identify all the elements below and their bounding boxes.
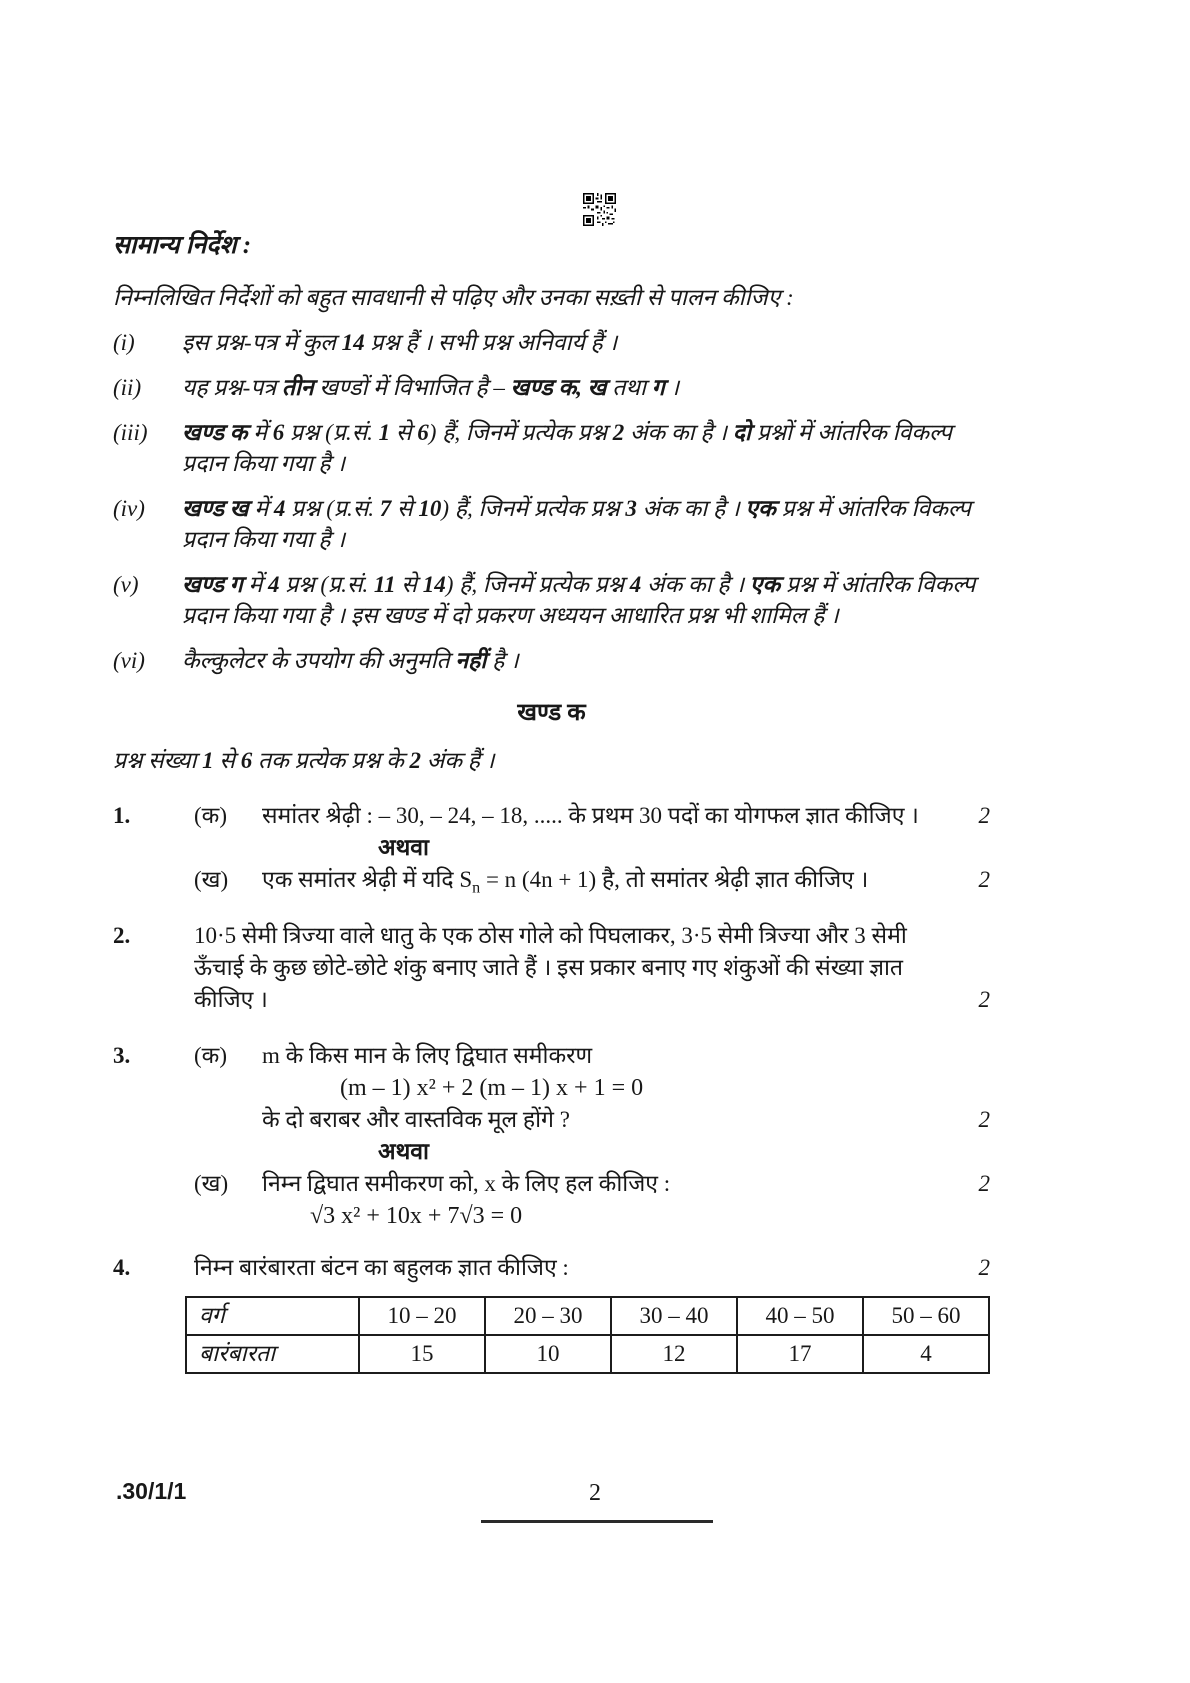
- instruction-item-ii: [113, 372, 990, 403]
- question-2: [113, 920, 990, 1016]
- table-cell: 20 – 30: [485, 1297, 611, 1335]
- instructions-intro: निम्नलिखित निर्देशों को बहुत सावधानी से पढ़िए और उनका सख़्ती से पालन कीजिए :: [113, 285, 794, 310]
- table-row-header: वर्ग: [186, 1297, 359, 1335]
- table-cell: 4: [863, 1335, 989, 1373]
- question-text: निम्न बारंबारता बंटन का बहुलक ज्ञात कीजिए :: [194, 1255, 569, 1280]
- table-row-frequency: [186, 1335, 989, 1373]
- equation: √3 x² + 10x + 7√3 = 0: [310, 1203, 523, 1229]
- instruction-label: (ii): [113, 375, 142, 400]
- instruction-text: खण्ड ग में 4 प्रश्न (प्र.सं. 11 से 14) हैं, जिनमें प्रत्येक प्रश्न 4 अंक का है । एक प्रश्न में आंतरिक विकल्प प्रदान किया गया है । इस खण्ड में दो प्रकरण अध्ययन आधारित प्रश्न भी शामिल हैं ।: [182, 572, 976, 628]
- instruction-label: (i): [113, 330, 135, 355]
- table-row-class: [186, 1297, 989, 1335]
- page-content: [113, 230, 990, 1374]
- question-3a-row: [113, 1040, 990, 1072]
- table-cell: 15: [359, 1335, 485, 1373]
- table-cell: 40 – 50: [737, 1297, 863, 1335]
- question-3a-row2: [113, 1104, 990, 1136]
- instruction-label: (v): [113, 572, 139, 597]
- table-row-header: बारंबारता: [186, 1335, 359, 1373]
- section-a-note: प्रश्न संख्या 1 से 6 तक प्रत्येक प्रश्न के 2 अंक हैं ।: [113, 748, 495, 773]
- subpart-label: (क): [194, 803, 227, 828]
- instruction-item-iv: [113, 493, 990, 555]
- instruction-text: खण्ड क में 6 प्रश्न (प्र.सं. 1 से 6) हैं, जिनमें प्रत्येक प्रश्न 2 अंक का है । दो प्रश्नों में आंतरिक विकल्प प्रदान किया गया है ।: [182, 420, 952, 476]
- marks-value: 2: [978, 1107, 990, 1132]
- instruction-item-v: [113, 569, 990, 631]
- question-number: 3.: [113, 1043, 131, 1068]
- equation: (m – 1) x² + 2 (m – 1) x + 1 = 0: [340, 1075, 644, 1101]
- or-label: अथवा: [378, 835, 430, 860]
- section-a-header: खण्ड क: [517, 700, 586, 726]
- question-1a-row: [113, 800, 990, 832]
- question-text: 10·5 सेमी त्रिज्या वाले धातु के एक ठोस गोले को पिघलाकर, 3·5 सेमी त्रिज्या और 3 सेमी ऊँचाई के कुछ छोटे-छोटे शंकु बनाए जाते हैं । इस प्रकार बनाए गए शंकुओं की संख्या ज्ञात कीजिए ।: [194, 923, 907, 1012]
- subpart-label: (क): [194, 1043, 227, 1068]
- question-text: [262, 864, 950, 896]
- question-3b-row: [113, 1168, 990, 1200]
- table-cell: 17: [737, 1335, 863, 1373]
- question-2-row: [113, 920, 990, 1016]
- subscript-n: n: [472, 879, 481, 897]
- instruction-label: (iv): [113, 496, 145, 521]
- instruction-text: यह प्रश्न-पत्र तीन खण्डों में विभाजित है – खण्ड क, ख तथा ग ।: [182, 375, 680, 400]
- table-cell: 10: [485, 1335, 611, 1373]
- table-cell: 12: [611, 1335, 737, 1373]
- question-number: 2.: [113, 923, 131, 948]
- question-4-row: [113, 1252, 990, 1284]
- question-number: 1.: [113, 803, 131, 828]
- table-cell: 50 – 60: [863, 1297, 989, 1335]
- general-instructions-title: सामान्य निर्देश :: [113, 232, 252, 259]
- page-number: 2: [589, 1480, 601, 1506]
- question-text: समांतर श्रेढ़ी : – 30, – 24, – 18, ..... के प्रथम 30 पदों का योगफल ज्ञात कीजिए ।: [262, 803, 919, 828]
- marks-value: 2: [978, 987, 990, 1012]
- instruction-item-iii: [113, 417, 990, 479]
- qr-code: [583, 193, 616, 226]
- marks-value: 2: [978, 1255, 990, 1280]
- or-label: अथवा: [378, 1139, 430, 1164]
- marks-value: 2: [978, 867, 990, 892]
- question-text: m के किस मान के लिए द्विघात समीकरण: [262, 1043, 593, 1068]
- question-number: 4.: [113, 1255, 131, 1280]
- frequency-table: [185, 1296, 990, 1374]
- instruction-text: इस प्रश्न-पत्र में कुल 14 प्रश्न हैं । सभी प्रश्न अनिवार्य हैं ।: [182, 330, 618, 355]
- instruction-label: (iii): [113, 420, 148, 445]
- marks-value: 2: [978, 803, 990, 828]
- question-1b-row: [113, 864, 990, 896]
- question-text-part: एक समांतर श्रेढ़ी में यदि S: [262, 867, 473, 892]
- marks-value: 2: [978, 1171, 990, 1196]
- question-text: के दो बराबर और वास्तविक मूल होंगे ?: [262, 1107, 570, 1132]
- question-3: [113, 1040, 990, 1232]
- subpart-label: (ख): [194, 867, 229, 892]
- paper-code: .30/1/1: [116, 1478, 187, 1504]
- table-cell: 10 – 20: [359, 1297, 485, 1335]
- instruction-item-i: [113, 327, 990, 358]
- question-text: निम्न द्विघात समीकरण को, x के लिए हल कीजिए :: [262, 1171, 671, 1196]
- subpart-label: (ख): [194, 1171, 229, 1196]
- instruction-text: खण्ड ख में 4 प्रश्न (प्र.सं. 7 से 10) हैं, जिनमें प्रत्येक प्रश्न 3 अंक का है । एक प्रश्न में आंतरिक विकल्प प्रदान किया गया है ।: [182, 496, 971, 552]
- instruction-item-vi: [113, 645, 990, 676]
- footer-rule: [481, 1520, 713, 1523]
- question-4: [113, 1252, 990, 1374]
- instruction-label: (vi): [113, 648, 145, 673]
- table-cell: 30 – 40: [611, 1297, 737, 1335]
- question-1: [113, 800, 990, 896]
- instruction-text: कैल्कुलेटर के उपयोग की अनुमति नहीं है ।: [182, 648, 519, 673]
- question-text-part: = n (4n + 1) है, तो समांतर श्रेढ़ी ज्ञात कीजिए ।: [480, 867, 869, 892]
